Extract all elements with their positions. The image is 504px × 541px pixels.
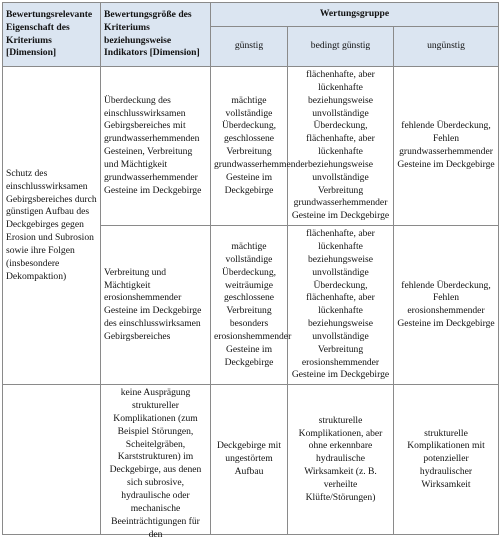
header-conditional: bedingt günstig [288, 27, 394, 67]
header-rating-group: Wertungsgruppe [211, 3, 499, 27]
unfavorable-cell: strukturelle Komplikationen mit potenzieller hydraulischer Wirksamkeit [394, 385, 499, 535]
indicator-cell [101, 385, 211, 540]
header-unfavorable: ungünstig [394, 27, 499, 67]
favorable-cell: Deckgebirge mit ungestörtem Aufbau [211, 385, 288, 535]
conditional-cell: flächenhafte, aber lückenhafte beziehungsweise unvollständige Überdeckung, flächenhafte, aber lückenhafte beziehungsweise unvollständige Verbreitung erosionshemmender Gesteine im Deckgebirge [288, 226, 394, 385]
property-cell: Schutz des einschlusswirksamen Gebirgsbereiches durch günstigen Aufbau des Deckgebirges gegen Erosion und Subrosion sowie ihre Folgen (insbesondere Dekompaktion) [3, 67, 101, 385]
header-row [3, 3, 499, 27]
header-favorable: günstig [211, 27, 288, 67]
unfavorable-cell: fehlende Überdeckung, Fehlen grundwasserhemmender Gesteine im Deckgebirge [394, 67, 499, 226]
conditional-cell: strukturelle Komplikationen, aber ohne erkennbare hydraulische Wirksamkeit (z. B. verheilte Klüfte/Störungen) [288, 385, 394, 535]
indicator-cell: Überdeckung des einschlusswirksamen Gebirgsbereiches mit grundwasserhemmenden Gesteinen, Verbreitung und Mächtigkeit grundwasserhemmender Gesteine im Deckgebirge [101, 67, 211, 226]
unfavorable-cell: fehlende Überdeckung, Fehlen erosionshemmender Gesteine im Deckgebirge [394, 226, 499, 385]
indicator-text-clip [104, 387, 207, 540]
favorable-cell: mächtige vollständige Überdeckung, geschlossene Verbreitung grundwasserhemmender Gesteine im Deckgebirge [211, 67, 288, 226]
property-cell-empty [3, 385, 101, 535]
header-property: Bewertungsrelevante Eigenschaft des Kriteriums [Dimension] [3, 3, 101, 67]
header-indicator: Bewertungsgröße des Kriteriums beziehungsweise Indikators [Dimension] [101, 3, 211, 67]
criteria-table [2, 2, 499, 540]
indicator-text: keine Ausprägung struktureller Komplikationen (zum Beispiel Störungen, Scheitelgräben, Karststrukturen) im Deckgebirge, aus denen sich subrosive, hydraulische oder mechanische Beeinträchtigungen für den [109, 387, 202, 540]
conditional-cell: flächenhafte, aber lückenhafte beziehungsweise unvollständige Überdeckung, flächenhafte, aber lückenhafte beziehungsweise unvollständige Verbreitung grundwasserhemmender Gesteine im Deckgebirge [288, 67, 394, 226]
table-row [3, 385, 499, 535]
indicator-cell: Verbreitung und Mächtigkeit erosionshemmender Gesteine im Deckgebirge des einschlusswirksamen Gebirgsbereiches [101, 226, 211, 385]
table-row [3, 67, 499, 226]
favorable-cell: mächtige vollständige Überdeckung, weiträumige geschlossene Verbreitung besonders erosionshemmender Gesteine im Deckgebirge [211, 226, 288, 385]
